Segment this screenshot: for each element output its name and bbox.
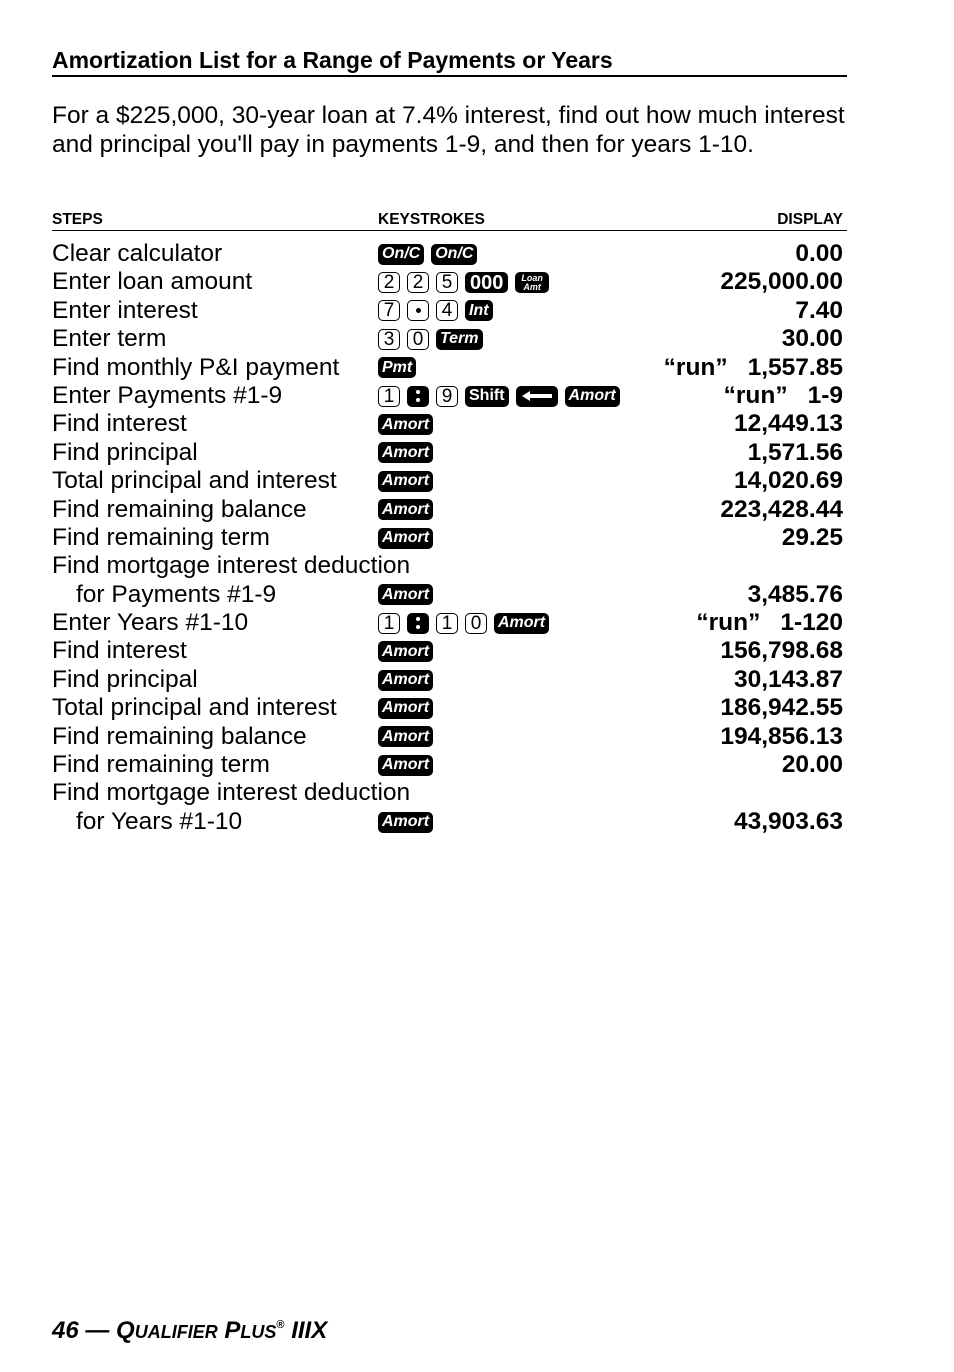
page-title: Amortization List for a Range of Payments or Years	[52, 46, 847, 77]
display-number: 225,000.00	[720, 268, 843, 296]
display-value	[795, 297, 843, 325]
keystrokes	[378, 410, 433, 438]
keystrokes	[378, 751, 433, 779]
display-number: 7.40	[795, 296, 843, 324]
table-row	[52, 779, 847, 807]
key-loan-amt: Loan Amt	[515, 272, 549, 293]
display-value	[748, 581, 843, 609]
keystrokes	[378, 496, 433, 524]
table-row	[52, 297, 847, 325]
key-amort: Amort	[378, 414, 433, 435]
table-row	[52, 382, 847, 410]
table-row	[52, 325, 847, 353]
keystrokes	[378, 467, 433, 495]
display-number: 186,942.55	[720, 694, 843, 722]
key-amort: Amort	[378, 528, 433, 549]
steps-table	[52, 240, 847, 836]
digit-key: 3	[378, 329, 400, 350]
table-header	[52, 210, 847, 231]
keystrokes	[378, 637, 433, 665]
display-number: 14,020.69	[734, 467, 843, 495]
colon-key	[407, 386, 429, 407]
page-footer: 46 — QUALIFIER PLUS® IIIX	[52, 1317, 328, 1344]
digit-key: 1	[378, 613, 400, 634]
keystrokes	[378, 354, 416, 382]
step-label: Total principal and interest	[52, 467, 337, 495]
page-number: 46 —	[52, 1317, 110, 1344]
display-number: 30.00	[781, 325, 843, 353]
left-arrow-icon	[516, 386, 558, 407]
keystrokes	[378, 609, 549, 637]
key-shift: Shift	[465, 386, 509, 407]
display-number: 30,143.87	[734, 665, 843, 693]
step-label: Find remaining term	[52, 523, 270, 551]
digit-key: 0	[407, 329, 429, 350]
display-value	[734, 410, 843, 438]
display-value	[748, 439, 843, 467]
key-amort: Amort	[378, 471, 433, 492]
table-row	[52, 467, 847, 495]
run-indicator: “run”	[696, 609, 761, 637]
display-value	[720, 268, 843, 296]
step-label: Clear calculator	[52, 240, 223, 267]
digit-key: 0	[465, 613, 487, 634]
step-label: Find mortgage interest deduction	[52, 552, 411, 580]
display-value	[720, 723, 843, 751]
key-amort: Amort	[378, 641, 433, 662]
table-row	[52, 268, 847, 296]
step-label: Find remaining term	[52, 751, 270, 779]
step-label: Find remaining balance	[52, 722, 307, 750]
table-row	[52, 439, 847, 467]
digit-key: 4	[436, 300, 458, 321]
keystrokes	[378, 439, 433, 467]
key-int: Int	[465, 300, 493, 321]
keystrokes	[378, 240, 477, 268]
display-value	[782, 751, 843, 779]
display-number: 43,903.63	[734, 807, 843, 835]
display-value	[724, 382, 843, 410]
key-amort: Amort	[378, 812, 433, 833]
table-row	[52, 240, 847, 268]
keystrokes	[378, 808, 433, 836]
key-amort: Amort	[378, 698, 433, 719]
display-number: 223,428.44	[720, 495, 843, 523]
display-number: 1,571.56	[747, 438, 843, 466]
display-number: 20.00	[781, 751, 843, 779]
keystrokes	[378, 297, 493, 325]
table-row	[52, 694, 847, 722]
display-value	[720, 694, 843, 722]
display-number: 0.00	[795, 240, 843, 267]
step-label: Enter Payments #1-9	[52, 381, 283, 409]
key-amort: Amort	[378, 584, 433, 605]
display-value	[664, 354, 843, 382]
display-number: 1,557.85	[747, 353, 843, 381]
digit-key: 9	[436, 386, 458, 407]
step-label: for Payments #1-9	[76, 580, 277, 608]
display-number: 156,798.68	[720, 637, 843, 665]
run-indicator: “run”	[663, 353, 728, 381]
table-row	[52, 637, 847, 665]
key-term: Term	[436, 329, 483, 350]
table-row	[52, 524, 847, 552]
table-row	[52, 552, 847, 580]
key-amort: Amort	[378, 755, 433, 776]
table-row	[52, 581, 847, 609]
keystrokes	[378, 666, 433, 694]
key-000: 000	[465, 272, 508, 293]
digit-key: 5	[436, 272, 458, 293]
step-label: Find interest	[52, 410, 187, 438]
keystrokes	[378, 581, 433, 609]
display-value	[734, 467, 843, 495]
decimal-point-key	[407, 300, 429, 321]
key-amort: Amort	[565, 386, 620, 407]
display-value	[720, 637, 843, 665]
key-amort: Amort	[378, 442, 433, 463]
keystrokes-header: KEYSTROKES	[378, 211, 485, 228]
display-number: 194,856.13	[720, 722, 843, 750]
table-row	[52, 723, 847, 751]
step-label: Enter interest	[52, 296, 198, 324]
display-number: 1-120	[780, 609, 843, 637]
display-number: 29.25	[781, 523, 843, 551]
display-value	[734, 666, 843, 694]
keystrokes	[378, 524, 433, 552]
keystrokes	[378, 382, 620, 410]
display-header: DISPLAY	[777, 211, 843, 228]
step-label: Find remaining balance	[52, 495, 307, 523]
display-value	[696, 609, 843, 637]
key-amort: Amort	[378, 499, 433, 520]
keystrokes	[378, 325, 483, 353]
step-label: Find mortgage interest deduction	[52, 779, 411, 807]
digit-key: 7	[378, 300, 400, 321]
display-value	[720, 496, 843, 524]
display-number: 12,449.13	[734, 410, 843, 438]
table-row	[52, 609, 847, 637]
keystrokes	[378, 723, 433, 751]
table-row	[52, 410, 847, 438]
digit-key: 2	[407, 272, 429, 293]
run-indicator: “run”	[723, 381, 788, 409]
table-row	[52, 666, 847, 694]
display-value	[795, 240, 843, 268]
step-label: Enter loan amount	[52, 268, 253, 296]
keystrokes	[378, 694, 433, 722]
key-onc: On/C	[378, 244, 424, 265]
table-row	[52, 496, 847, 524]
step-label: Enter term	[52, 325, 167, 353]
keystrokes	[378, 268, 549, 296]
display-number: 1-9	[807, 381, 843, 409]
display-value	[734, 808, 843, 836]
display-value	[782, 524, 843, 552]
key-amort: Amort	[378, 670, 433, 691]
key-amort: Amort	[378, 726, 433, 747]
step-label: Find interest	[52, 637, 187, 665]
table-row	[52, 354, 847, 382]
step-label: Find principal	[52, 665, 198, 693]
table-row	[52, 751, 847, 779]
key-onc: On/C	[431, 244, 477, 265]
key-amort: Amort	[494, 613, 549, 634]
display-value	[782, 325, 843, 353]
step-label: Total principal and interest	[52, 694, 337, 722]
key-pmt: Pmt	[378, 357, 416, 378]
step-label: Find principal	[52, 438, 198, 466]
display-number: 3,485.76	[747, 580, 843, 608]
intro-paragraph: For a $225,000, 30-year loan at 7.4% interest, find out how much interest and principal you'll pay in payments 1-9, and then for years 1-10.	[52, 102, 845, 158]
step-label: Find monthly P&I payment	[52, 353, 340, 381]
table-row	[52, 808, 847, 836]
colon-key	[407, 613, 429, 634]
digit-key: 1	[378, 386, 400, 407]
digit-key: 2	[378, 272, 400, 293]
digit-key: 1	[436, 613, 458, 634]
steps-header: STEPS	[52, 211, 103, 228]
step-label: for Years #1-10	[76, 807, 243, 835]
step-label: Enter Years #1-10	[52, 609, 249, 637]
